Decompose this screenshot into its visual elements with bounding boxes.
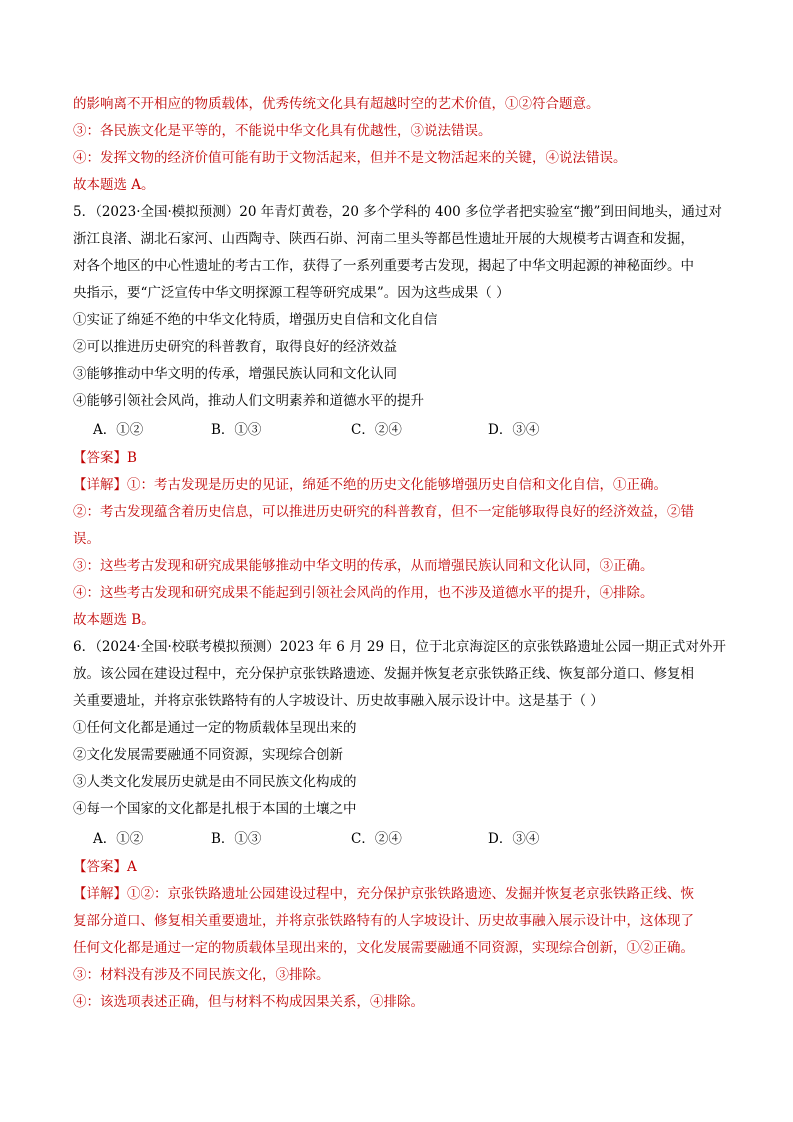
option-d: D．③④ [488, 831, 540, 847]
analysis-line: ③：各民族文化是平等的，不能说中华文化具有优越性，③说法错误。 [73, 123, 492, 139]
question-6-analysis: 复部分道口、修复相关重要遗址，并将京张铁路特有的人字坡设计、历史故事融入展示设计中，这体现了 [73, 913, 694, 929]
option-c: C．②④ [351, 422, 402, 438]
question-5-statement: ②可以推进历史研究的科普教育，取得良好的经济效益 [73, 339, 397, 355]
question-5-options [93, 420, 753, 440]
question-5-conclusion: 故本题选 B。 [73, 612, 155, 628]
question-5-stem: 对各个地区的中心性遗址的考古工作，获得了一系列重要考古发现，揭起了中华文明起源的神秘面纱。中 [73, 258, 694, 274]
option-c: C．②④ [351, 831, 402, 847]
question-6-answer: 【答案】A [73, 859, 137, 875]
analysis-line: ④：发挥文物的经济价值可能有助于文物活起来，但并不是文物活起来的关键，④说法错误。 [73, 150, 627, 166]
question-5-stem: 5．（2023·全国·模拟预测）20 年青灯黄卷，20 多个学科的 400 多位学者把实验室“搬”到田间地头，通过对 [73, 204, 722, 220]
option-b: B．①③ [211, 831, 262, 847]
question-6-analysis: 任何文化都是通过一定的物质载体呈现出来的，文化发展需要融通不同资源，实现综合创新，①②正确。 [73, 940, 694, 956]
option-a: A．①② [93, 422, 144, 438]
question-6-stem: 关重要遗址，并将京张铁路特有的人字坡设计、历史故事融入展示设计中。这是基于（ ） [73, 693, 604, 709]
option-d: D．③④ [488, 422, 540, 438]
question-5-analysis: 【详解】①：考古发现是历史的见证，绵延不绝的历史文化能够增强历史自信和文化自信，①正确。 [73, 477, 667, 493]
analysis-line: 的影响离不开相应的物质载体，优秀传统文化具有超越时空的艺术价值，①②符合题意。 [73, 96, 600, 112]
question-5-analysis: ②：考古发现蕴含着历史信息，可以推进历史研究的科普教育，但不一定能够取得良好的经济效益，②错 [73, 504, 694, 520]
question-5-statement: ④能够引领社会风尚，推动人们文明素养和道德水平的提升 [73, 393, 424, 409]
question-6-analysis: ④：该选项表述正确，但与材料不构成因果关系，④排除。 [73, 994, 424, 1010]
question-6-statement: ①任何文化都是通过一定的物质载体呈现出来的 [73, 720, 357, 736]
question-5-stem: 央指示，要“广泛宣传中华文明探源工程等研究成果”。因为这些成果（ ） [73, 285, 510, 301]
conclusion-line: 故本题选 A。 [73, 177, 155, 193]
question-5-statement: ③能够推动中华文明的传承，增强民族认同和文化认同 [73, 366, 397, 382]
question-6-statement: ③人类文化发展历史就是由不同民族文化构成的 [73, 774, 357, 790]
option-a: A．①② [93, 831, 144, 847]
question-5-statement: ①实证了绵延不绝的中华文化特质，增强历史自信和文化自信 [73, 312, 438, 328]
question-6-statement: ④每一个国家的文化都是扎根于本国的土壤之中 [73, 801, 357, 817]
question-6-stem: 6．（2024·全国·校联考模拟预测）2023 年 6 月 29 日，位于北京海淀区的京张铁路遗址公园一期正式对外开 [73, 639, 726, 655]
option-b: B．①③ [211, 422, 262, 438]
question-5-analysis: 误。 [73, 531, 100, 547]
question-6-options [93, 829, 753, 849]
question-5-answer: 【答案】B [73, 450, 137, 466]
question-6-statement: ②文化发展需要融通不同资源，实现综合创新 [73, 747, 343, 763]
question-6-analysis: 【详解】①②：京张铁路遗址公园建设过程中，充分保护京张铁路遗迹、发掘并恢复老京张铁路正线、恢 [73, 886, 694, 902]
question-5-stem: 浙江良渚、湖北石家河、山西陶寺、陕西石峁、河南二里头等都邑性遗址开展的大规模考古调查和发掘， [73, 231, 694, 247]
question-6-analysis: ③：材料没有涉及不同民族文化，③排除。 [73, 967, 330, 983]
question-5-analysis: ④：这些考古发现和研究成果不能起到引领社会风尚的作用，也不涉及道德水平的提升，④排除。 [73, 585, 654, 601]
question-6-stem: 放。该公园在建设过程中，充分保护京张铁路遗迹、发掘并恢复老京张铁路正线、恢复部分道口、修复相 [73, 666, 694, 682]
question-5-analysis: ③：这些考古发现和研究成果能够推动中华文明的传承，从而增强民族认同和文化认同，③正确。 [73, 558, 654, 574]
